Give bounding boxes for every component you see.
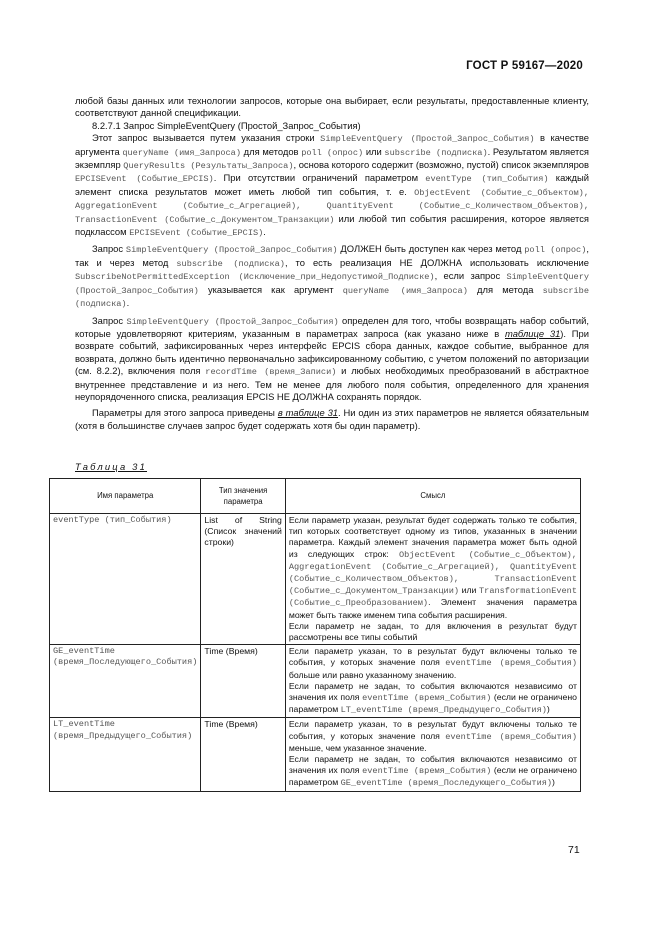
param-type-cell: List of String (Список значений строки) xyxy=(201,514,285,645)
table-31-ref-link[interactable]: в таблице 31 xyxy=(277,407,339,419)
paragraph-4: Параметры для этого запроса приведены в таблице 31. Ни один из этих параметров не является обязательным (хотя в большинстве случаев запрос будет содержать хотя бы один параметр). xyxy=(75,407,590,431)
param-name-cell: LT_eventTime (время_Предыдущего_События) xyxy=(50,718,201,791)
paragraph-2: Запрос SimpleEventQuery (Простой_Запрос_События) ДОЛЖЕН быть доступен как через метод poll (опрос), так и через метод subscribe (подписка), то есть реализация НЕ ДОЛЖНА использовать исключение SubscribeNotPermittedException (Исключение_при_Недопустимой_Подписке), если запрос SimpleEventQuery (Простой_Запрос_События) указывается как аргумент queryName (имя_Запроса) для метода subscribe (подписка). xyxy=(75,243,590,310)
intro-paragraph: любой базы данных или технологии запросов, которые она выбирает, если результаты, предоставленные клиенту, соответствуют данной спецификации. xyxy=(75,95,589,119)
table-row xyxy=(50,514,581,645)
table-header-row xyxy=(50,479,581,514)
table-row xyxy=(50,718,581,791)
table-31-link[interactable]: таблице 31 xyxy=(505,327,561,339)
param-meaning-cell: Если параметр указан, то в результат будут включены только те события, у которых значение поля eventTime (время_События) больше или равно указанному значению. Если параметр не задан, то события включаются независимо от значения их поля eventTime (время_События) (если не ограничено параметром LT_eventTime (время_Предыдущего_События)) xyxy=(285,645,580,718)
param-meaning-cell: Если параметр указан, то в результат будут включены только те события, у которых значение поля eventTime (время_События) меньше, чем указанное значение. Если параметр не задан, то события включаются независимо от значения их поля eventTime (время_События) (если не ограничено параметром GE_eventTime (время_Последующего_События)) xyxy=(285,718,580,791)
page-number: 71 xyxy=(568,844,580,856)
paragraph-3: Запрос SimpleEventQuery (Простой_Запрос_События) определен для того, чтобы возвращать набор событий, которые удовлетворяют критериям, указанным в параметрах запроса (как указано ниже в таблице 31). При возврате событий, зафиксированных через интерфейс EPCIS сбора данных, каждое событие, выбранное для возврата, должно быть идентично первоначально зафиксированному событию, с учетом положений по авторизации (см. 8.2.2), включения поля recordTime (время_Записи) и любых необходимых преобразований в абстрактное внутреннее представление и из него. Тем не менее для любого поля события, определенного для хранения неупорядоченного списка, реализация EPCIS НЕ ДОЛЖНА сохранять порядок. xyxy=(75,314,589,402)
table-caption: Таблица 31 xyxy=(75,461,148,472)
param-type-cell: Time (Время) xyxy=(201,718,285,791)
parameters-table xyxy=(49,478,581,792)
header-param-type: Тип значения параметра xyxy=(201,479,285,514)
param-meaning-cell: Если параметр указан, результат будет содержать только те события, тип которых соответствует одному из типов, указанных в значении параметра. Каждый элемент значения параметра может быть одной из следующих строк: ObjectEvent (Событие_с_Объектом), AggregationEvent (Событие_с_Агрегацией), QuantityEvent (Событие_с_Количеством_Объектов), TransactionEvent (Событие_с_Документом_Транзакции) или TransformationEvent (Событие_с_Преобразованием). Элемент значения параметра может быть также именем типа события расширения. Если параметр не задан, то для включения в результат будут рассмотрены все типы событий xyxy=(285,514,580,645)
table-row xyxy=(50,645,581,718)
section-heading: 8.2.7.1 Запрос SimpleEventQuery (Простой_Запрос_События) xyxy=(92,119,361,131)
paragraph-1: Этот запрос вызывается путем указания строки SimpleEventQuery (Простой_Запрос_События) в качестве аргумента queryName (имя_Запроса) для методов poll (опрос) или subscribe (подписка). Результатом является экземпляр QueryResults (Результаты_Запроса), основа которого содержит (возможно, пустой) список экземпляров EPCISEvent (Событие_EPCIS). При отсутствии ограничений параметром eventType (тип_События) каждый элемент списка результатов может иметь любой тип события, т. е. ObjectEvent (Событие_с_Объектом), AggregationEvent (Событие_с_Агрегацией), QuantityEvent (Событие_с_Количеством_Объектов), TransactionEvent (Событие_с_Документом_Транзакции) или любой тип события расширения, которое является подклассом EPCISEvent (Событие_EPCIS). xyxy=(75,132,589,239)
standard-header: ГОСТ Р 59167—2020 xyxy=(466,60,583,72)
param-name-cell: eventType (тип_События) xyxy=(50,514,201,645)
param-name-cell: GE_eventTime (время_Последующего_События) xyxy=(50,645,201,718)
param-type-cell: Time (Время) xyxy=(201,645,285,718)
body-text xyxy=(75,95,589,432)
header-meaning: Смысл xyxy=(285,479,580,514)
header-param-name: Имя параметра xyxy=(50,479,201,514)
